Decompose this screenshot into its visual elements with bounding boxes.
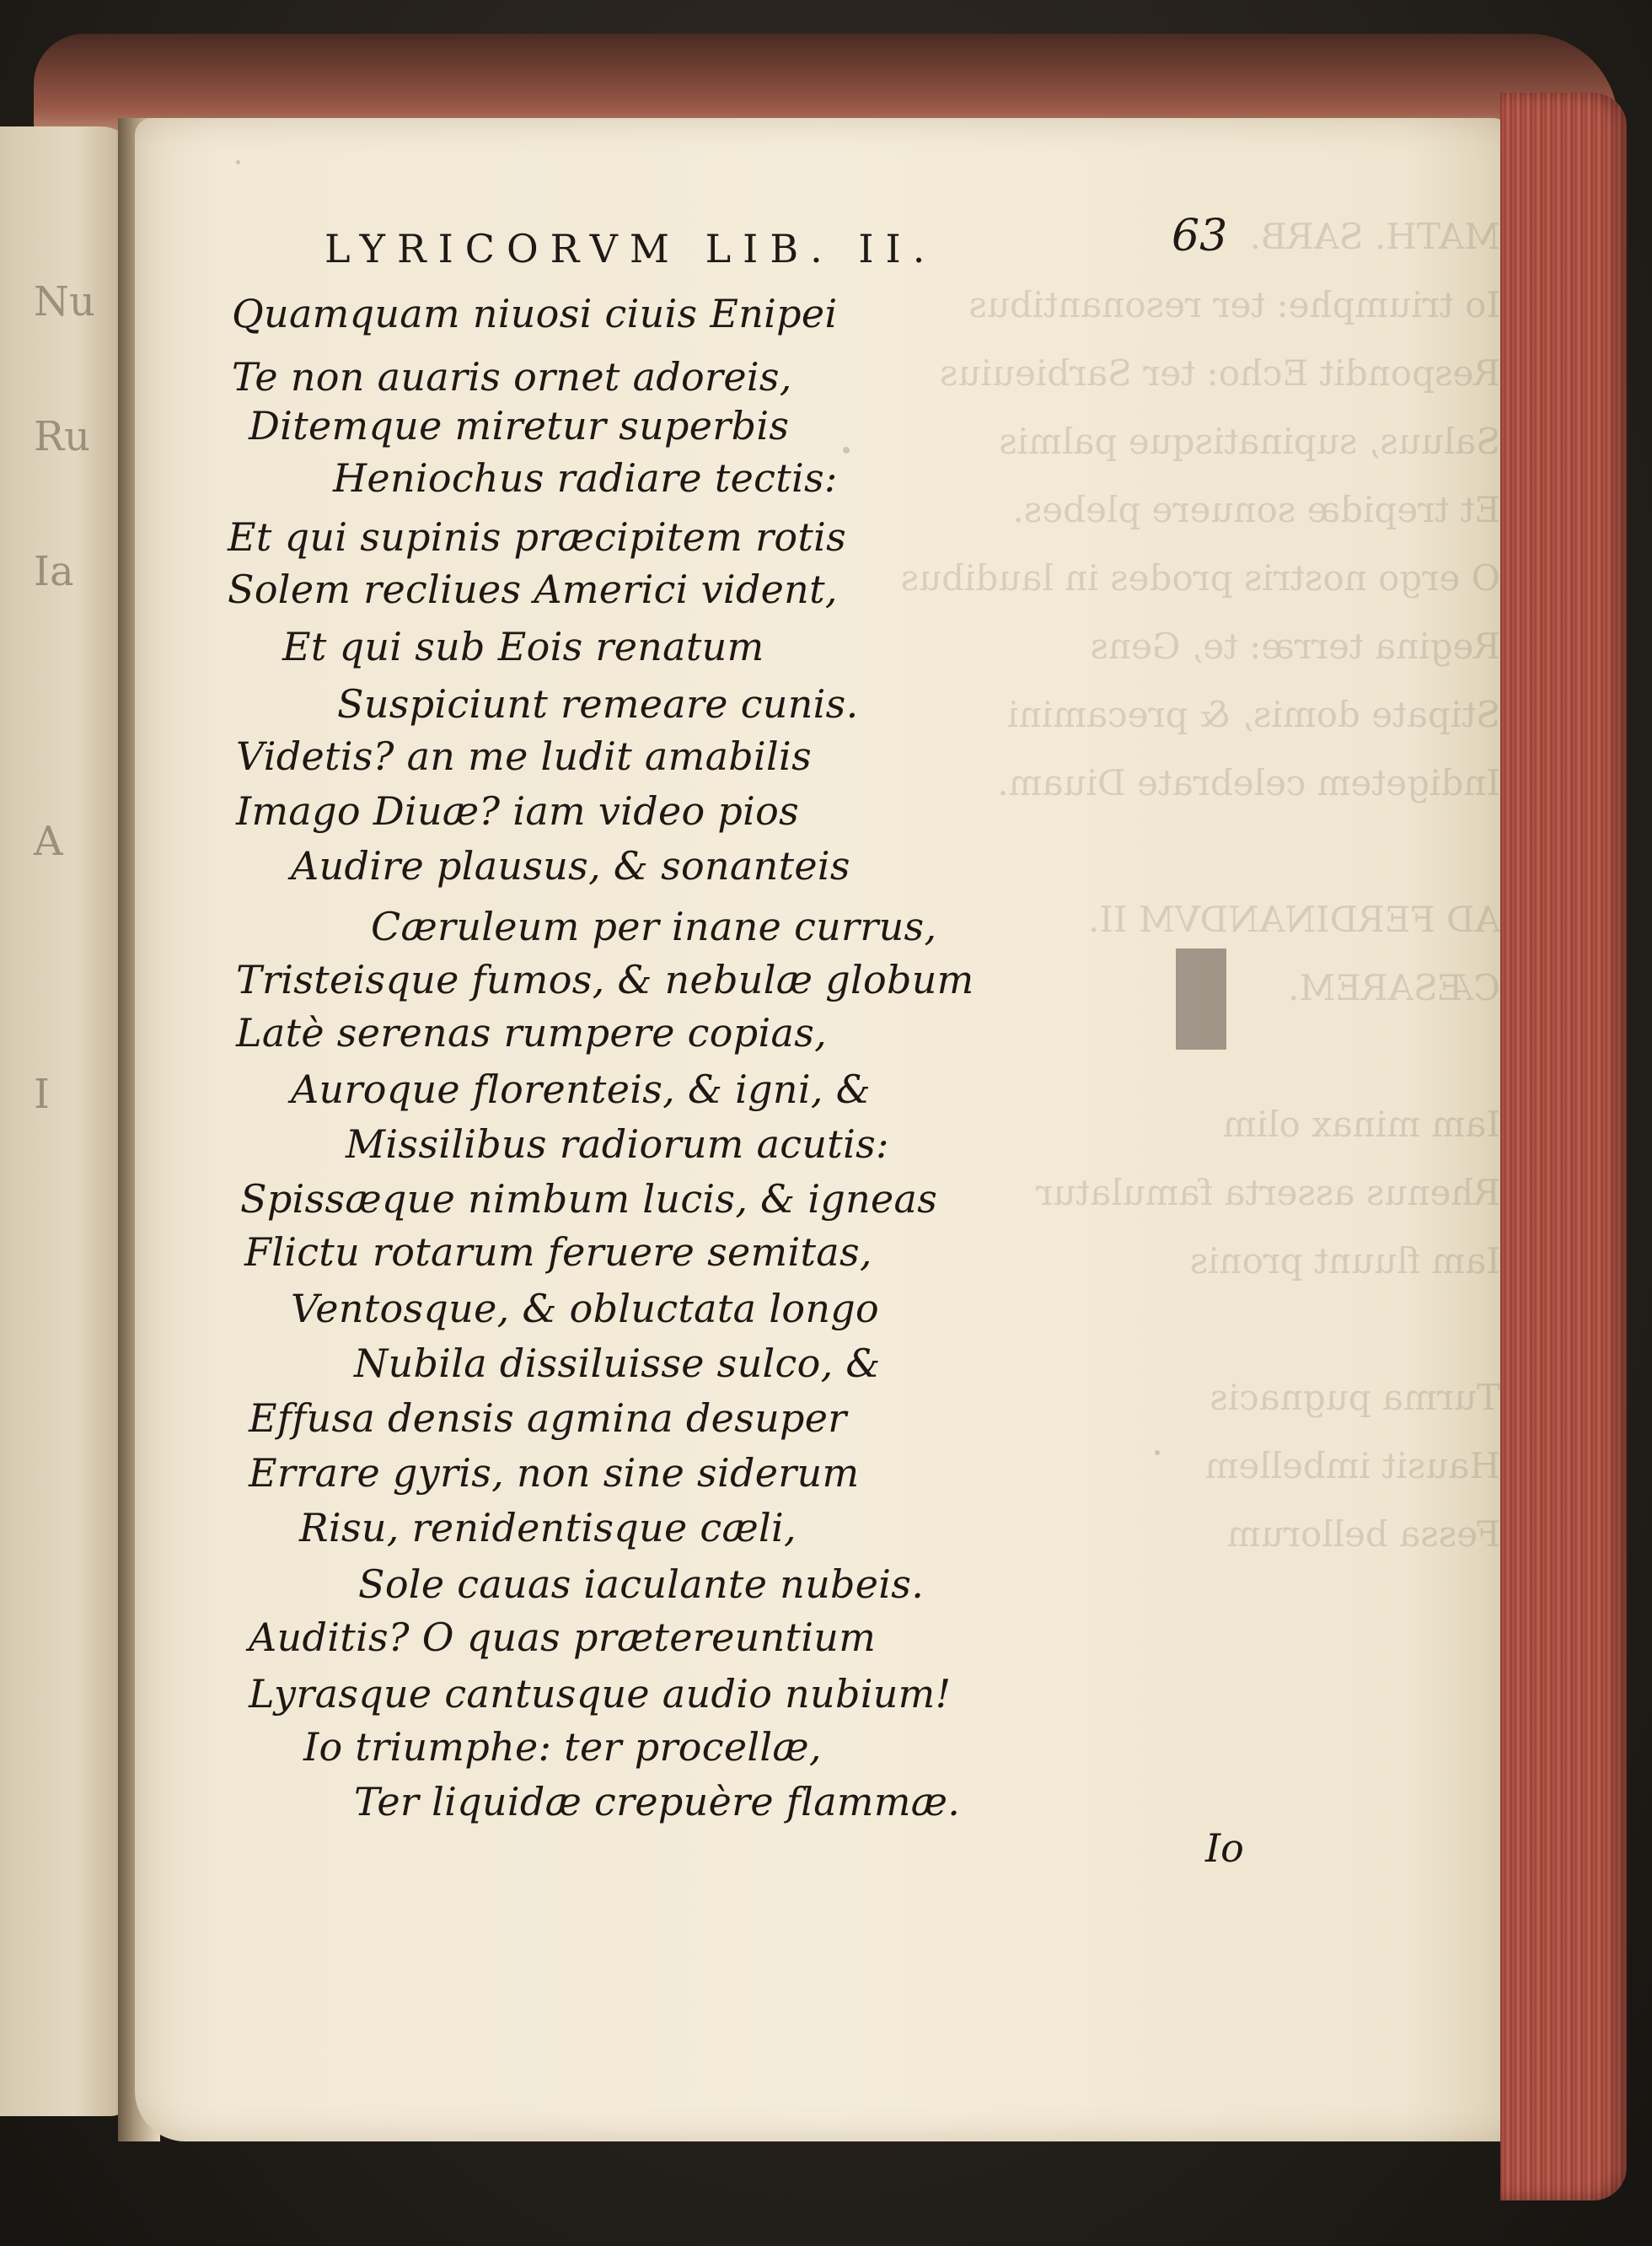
- poem-line: Heniochus radiare tectis:: [333, 455, 838, 501]
- left-page-glyph: Ru: [34, 413, 91, 460]
- poem-line: Ditemque miretur superbis: [249, 403, 790, 449]
- poem-line: Spissæque nimbum lucis, & igneas: [240, 1176, 938, 1222]
- poem-line: Missilibus radiorum acutis:: [346, 1121, 889, 1167]
- poem-line: Quamquam niuosi ciuis Enipei: [232, 291, 838, 336]
- poem-line: Ter liquidæ crepuère flammæ.: [354, 1779, 961, 1824]
- running-head: LYRICORVM LIB. II.: [324, 226, 937, 271]
- left-page-glyph: A: [34, 818, 63, 865]
- poem-line: Auroque florenteis, & igni, &: [291, 1067, 871, 1112]
- poem-line: Nubila dissiluisse sulco, &: [354, 1341, 881, 1386]
- poem-line: Io triumphe: ter procellæ,: [303, 1724, 822, 1770]
- poem-line: Et qui sub Eois renatum: [282, 624, 764, 669]
- poem-line: Ventosque, & obluctata longo: [291, 1286, 879, 1331]
- poem-line: Solem recliues Americi vident,: [228, 567, 838, 612]
- left-page-glyph: I: [34, 1071, 50, 1118]
- poem-line: Audire plausus, & sonanteis: [291, 843, 850, 889]
- page-number: 63: [1172, 211, 1228, 261]
- poem-line: Effusa densis agmina desuper: [249, 1395, 847, 1441]
- left-page-glyph: Nu: [34, 278, 95, 325]
- show-through-text: MATH. SARB. Io triumphe: ter resonantibus Respondit Echo: ter Sarbieuius Saluus, supinatisque palmis Et trepidæ sonuere plebes. O ergo nostris prodes in laudibus Regina terræ: te, Gens Stipate domis, & precamini Indigetem celebrate Diuam. AD FERDINANDVM II. CÆSAREM. Iam minax olim Rhenus asserta famulatur Iam fluunt pronis Turma pugnacis Hausit imbellem Fessa bellorum: [900, 216, 1500, 1555]
- poem-line: Errare gyris, non sine siderum: [249, 1450, 860, 1496]
- poem-line: Auditis? O quas prætereuntium: [249, 1615, 877, 1660]
- poem-line: Risu, renidentisque cæli,: [299, 1505, 796, 1550]
- poem-line: Sole cauas iaculante nubeis.: [358, 1561, 925, 1607]
- poem-line: Te non auaris ornet adoreis,: [232, 354, 792, 400]
- poem-line: Suspiciunt remeare cunis.: [337, 681, 859, 727]
- left-page-glyph: Ia: [34, 548, 74, 595]
- poem-line: Flictu rotarum feruere semitas,: [244, 1229, 872, 1275]
- poem-line: Cæruleum per inane currus,: [371, 904, 937, 949]
- poem-line: Et qui supinis præcipitem rotis: [228, 514, 847, 560]
- poem-line: Imago Diuæ? iam video pios: [236, 788, 800, 834]
- poem-line: Tristeisque fumos, & nebulæ globum: [236, 957, 974, 1002]
- poem-line: Latè serenas rumpere copias,: [236, 1010, 828, 1056]
- poem-line: Videtis? an me ludit amabilis: [236, 733, 812, 779]
- poem-line: Lyrasque cantusque audio nubium!: [249, 1671, 952, 1717]
- catchword: Io: [1205, 1825, 1244, 1871]
